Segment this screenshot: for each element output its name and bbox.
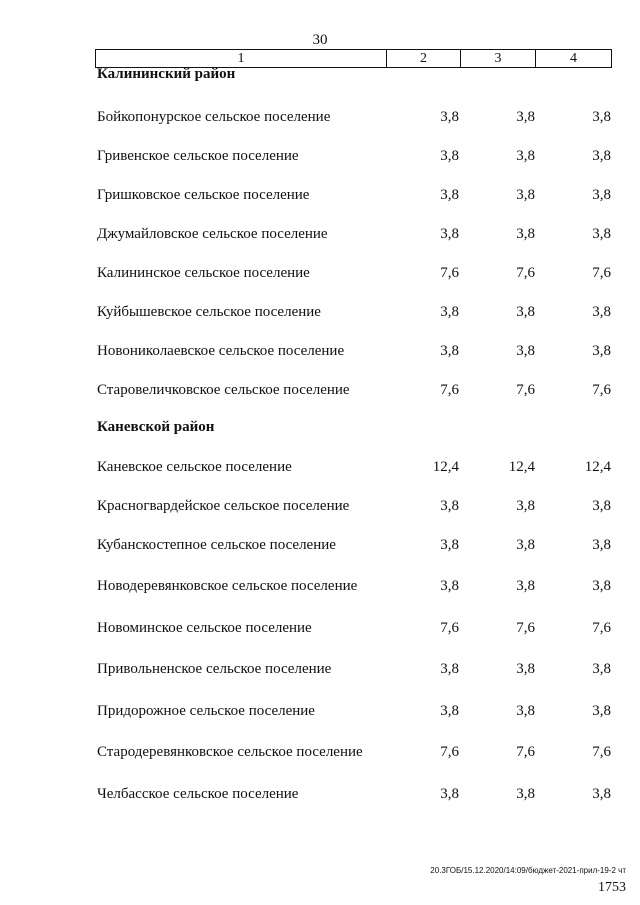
value-col-4: 3,8 bbox=[592, 304, 611, 320]
value-col-3: 3,8 bbox=[516, 578, 535, 594]
table-row bbox=[97, 784, 613, 804]
value-col-4: 7,6 bbox=[592, 744, 611, 760]
settlement-name: Гривенское сельское поселение bbox=[97, 148, 299, 164]
value-col-4: 3,8 bbox=[592, 661, 611, 677]
value-col-3: 3,8 bbox=[516, 343, 535, 359]
value-col-3: 3,8 bbox=[516, 661, 535, 677]
value-col-4: 3,8 bbox=[592, 187, 611, 203]
value-col-3: 7,6 bbox=[516, 744, 535, 760]
settlement-name: Кубанскостепное сельское поселение bbox=[97, 537, 336, 553]
value-col-2: 7,6 bbox=[440, 620, 459, 636]
value-col-3: 7,6 bbox=[516, 382, 535, 398]
value-col-3: 3,8 bbox=[516, 703, 535, 719]
table-row bbox=[97, 659, 613, 679]
table-row bbox=[97, 742, 613, 762]
value-col-4: 3,8 bbox=[592, 578, 611, 594]
settlement-name: Красногвардейское сельское поселение bbox=[97, 498, 350, 514]
value-col-4: 3,8 bbox=[592, 703, 611, 719]
settlement-name: Новодеревянковское сельское поселение bbox=[97, 578, 358, 594]
table-row bbox=[97, 701, 613, 721]
table-row bbox=[97, 185, 613, 205]
value-col-2: 3,8 bbox=[440, 226, 459, 242]
settlement-name: Стародеревянковское сельское поселение bbox=[97, 744, 363, 760]
value-col-4: 3,8 bbox=[592, 786, 611, 802]
table-row bbox=[97, 618, 613, 638]
value-col-2: 3,8 bbox=[440, 703, 459, 719]
value-col-4: 3,8 bbox=[592, 343, 611, 359]
table-row bbox=[97, 380, 613, 400]
table-row bbox=[97, 457, 613, 477]
column-header-1: 1 bbox=[96, 50, 387, 68]
value-col-4: 7,6 bbox=[592, 382, 611, 398]
settlement-name: Куйбышевское сельское поселение bbox=[97, 304, 321, 320]
settlement-name: Гришковское сельское поселение bbox=[97, 187, 310, 203]
value-col-4: 12,4 bbox=[584, 459, 611, 475]
value-col-3: 3,8 bbox=[516, 187, 535, 203]
settlement-name: Придорожное сельское поселение bbox=[97, 703, 315, 719]
value-col-3: 3,8 bbox=[516, 148, 535, 164]
table-row bbox=[97, 341, 613, 361]
table-row bbox=[97, 263, 613, 283]
value-col-3: 3,8 bbox=[516, 537, 535, 553]
column-header-3: 3 bbox=[461, 50, 536, 68]
value-col-3: 3,8 bbox=[516, 109, 535, 125]
value-col-4: 7,6 bbox=[592, 265, 611, 281]
value-col-2: 3,8 bbox=[440, 187, 459, 203]
sheet-number: 1753 bbox=[598, 880, 626, 895]
column-header-4: 4 bbox=[536, 50, 612, 68]
table-row bbox=[97, 576, 613, 596]
value-col-4: 3,8 bbox=[592, 537, 611, 553]
page-number: 30 bbox=[312, 32, 328, 48]
value-col-3: 3,8 bbox=[516, 498, 535, 514]
value-col-2: 3,8 bbox=[440, 537, 459, 553]
value-col-3: 3,8 bbox=[516, 304, 535, 320]
value-col-2: 3,8 bbox=[440, 343, 459, 359]
settlement-name: Привольненское сельское поселение bbox=[97, 661, 332, 677]
column-header-2: 2 bbox=[387, 50, 461, 68]
settlement-name: Бойкопонурское сельское поселение bbox=[97, 109, 331, 125]
value-col-2: 3,8 bbox=[440, 661, 459, 677]
settlement-name: Новоминское сельское поселение bbox=[97, 620, 312, 636]
value-col-2: 7,6 bbox=[440, 265, 459, 281]
settlement-name: Калининское сельское поселение bbox=[97, 265, 310, 281]
value-col-4: 3,8 bbox=[592, 226, 611, 242]
settlement-name: Челбасское сельское поселение bbox=[97, 786, 299, 802]
value-col-4: 3,8 bbox=[592, 498, 611, 514]
value-col-4: 3,8 bbox=[592, 148, 611, 164]
value-col-3: 7,6 bbox=[516, 620, 535, 636]
value-col-2: 7,6 bbox=[440, 382, 459, 398]
value-col-2: 3,8 bbox=[440, 148, 459, 164]
value-col-2: 7,6 bbox=[440, 744, 459, 760]
value-col-3: 12,4 bbox=[508, 459, 535, 475]
table-row bbox=[97, 496, 613, 516]
value-col-2: 3,8 bbox=[440, 786, 459, 802]
value-col-2: 3,8 bbox=[440, 498, 459, 514]
table-row bbox=[97, 535, 613, 555]
value-col-3: 7,6 bbox=[516, 265, 535, 281]
settlement-name: Старовеличковское сельское поселение bbox=[97, 382, 350, 398]
settlement-name: Каневское сельское поселение bbox=[97, 459, 292, 475]
table-row bbox=[97, 146, 613, 166]
value-col-3: 3,8 bbox=[516, 226, 535, 242]
value-col-4: 7,6 bbox=[592, 620, 611, 636]
settlement-name: Новониколаевское сельское поселение bbox=[97, 343, 345, 359]
district-title: Калининский район bbox=[97, 66, 236, 82]
table-row bbox=[97, 107, 613, 127]
document-code: 20.3ГОБ/15.12.2020/14:09/бюджет-2021-прил-19-2 чт bbox=[430, 866, 626, 875]
value-col-2: 3,8 bbox=[440, 109, 459, 125]
value-col-4: 3,8 bbox=[592, 109, 611, 125]
settlement-name: Джумайловское сельское поселение bbox=[97, 226, 328, 242]
value-col-2: 3,8 bbox=[440, 304, 459, 320]
table-row bbox=[97, 302, 613, 322]
value-col-3: 3,8 bbox=[516, 786, 535, 802]
district-title: Каневской район bbox=[97, 419, 215, 435]
value-col-2: 3,8 bbox=[440, 578, 459, 594]
table-row bbox=[97, 224, 613, 244]
value-col-2: 12,4 bbox=[432, 459, 459, 475]
